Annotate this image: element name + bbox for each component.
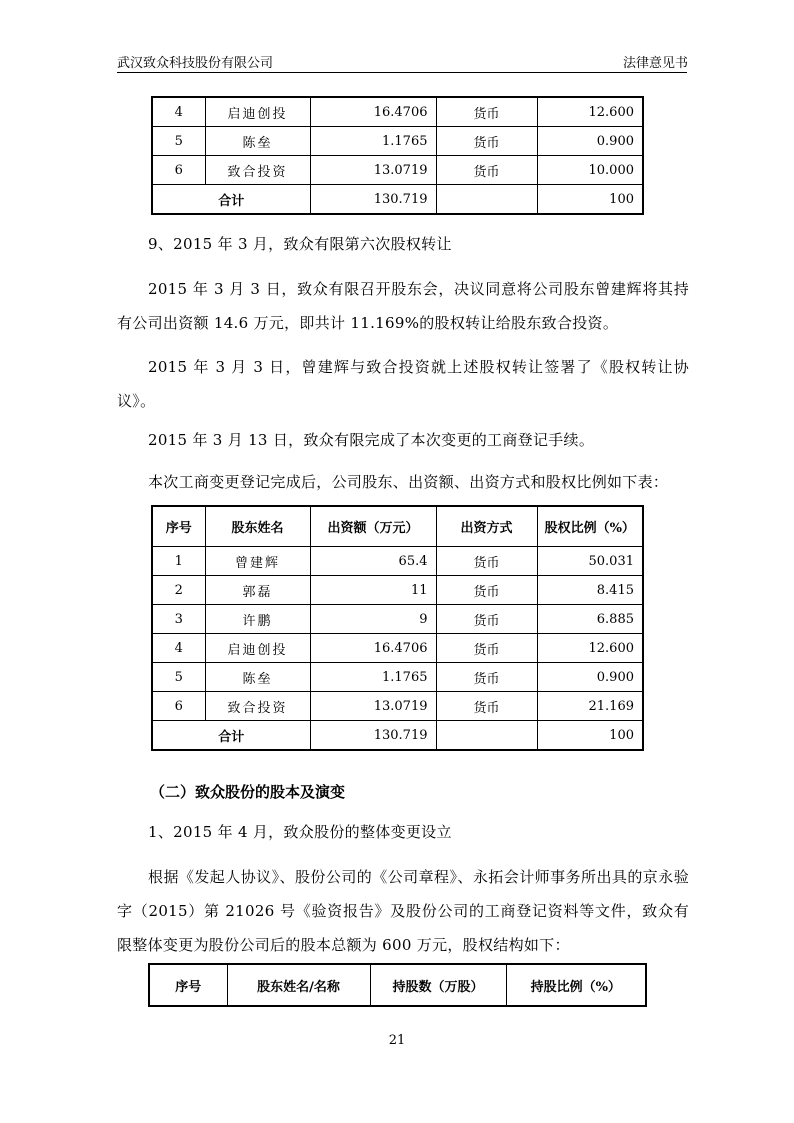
- section-heading: （二）致众股份的股本及演变: [150, 783, 346, 801]
- table-cell: 合计: [152, 185, 310, 215]
- table-cell: 致合投资: [205, 156, 310, 185]
- table-cell: 12.600: [537, 634, 643, 663]
- table-cell: 16.4706: [310, 97, 436, 127]
- table-cell: 出资额（万元）: [310, 506, 436, 547]
- share-structure-table: [148, 963, 647, 1007]
- table-cell: 序号: [149, 964, 227, 1006]
- table-header-row: [149, 964, 646, 1006]
- table-cell: 130.719: [310, 185, 436, 215]
- paragraph: 2015 年 3 月 3 日，曾建辉与致合投资就上述股权转让签署了《股权转让协议》。: [117, 358, 689, 410]
- table-total-row: [152, 721, 643, 751]
- table-row: [152, 634, 643, 663]
- table-cell: 0.900: [537, 127, 643, 156]
- table-row: [152, 576, 643, 605]
- shareholder-table-continued: [151, 96, 644, 215]
- table-cell: 4: [152, 634, 205, 663]
- table-cell: 6: [152, 156, 205, 185]
- table-cell: 陈垒: [205, 663, 310, 692]
- table-cell: 9: [310, 605, 436, 634]
- table-cell: 股权比例（%）: [537, 506, 643, 547]
- table-cell: 13.0719: [310, 156, 436, 185]
- table-cell: 持股比例（%）: [506, 964, 646, 1006]
- table-cell: 65.4: [310, 547, 436, 576]
- table-header-row: [152, 506, 643, 547]
- table-cell: 13.0719: [310, 692, 436, 721]
- table-cell: 郭磊: [205, 576, 310, 605]
- table-cell: 货币: [436, 97, 537, 127]
- table-cell: 致合投资: [205, 692, 310, 721]
- table-cell: 曾建辉: [205, 547, 310, 576]
- table-cell: [436, 721, 537, 751]
- table-cell: 启迪创投: [205, 97, 310, 127]
- paragraph: 本次工商变更登记完成后，公司股东、出资额、出资方式和股权比例如下表：: [148, 473, 669, 491]
- table-cell: 6.885: [537, 605, 643, 634]
- section-title: 9、2015 年 3 月，致众有限第六次股权转让: [148, 235, 452, 253]
- shareholder-table: [151, 505, 644, 751]
- table-cell: 股东姓名/名称: [227, 964, 370, 1006]
- header-doc-type: 法律意见书: [622, 56, 688, 71]
- table-row: [152, 127, 643, 156]
- table-cell: 货币: [436, 547, 537, 576]
- paragraph: 根据《发起人协议》、股份公司的《公司章程》、永拓会计师事务所出具的京永验字（2015）第 21026 号《验资报告》及股份公司的工商登记资料等文件，致众有限整体变更为股份公司后的股本总额为 600 万元，股权结构如下：: [117, 868, 689, 954]
- table-cell: 货币: [436, 692, 537, 721]
- table-cell: 6: [152, 692, 205, 721]
- table-cell: 货币: [436, 605, 537, 634]
- table-row: [152, 692, 643, 721]
- table-cell: 货币: [436, 127, 537, 156]
- table-cell: 100: [537, 185, 643, 215]
- table-cell: 100: [537, 721, 643, 751]
- table-cell: 2: [152, 576, 205, 605]
- table-row: [152, 663, 643, 692]
- table-cell: 股东姓名: [205, 506, 310, 547]
- table-cell: 1: [152, 547, 205, 576]
- table-cell: 序号: [152, 506, 205, 547]
- table-cell: 50.031: [537, 547, 643, 576]
- table-cell: 11: [310, 576, 436, 605]
- table-cell: 5: [152, 127, 205, 156]
- table-cell: 货币: [436, 156, 537, 185]
- table-row: [152, 547, 643, 576]
- page-number: 21: [388, 1033, 406, 1048]
- table-cell: 货币: [436, 663, 537, 692]
- section-item: 1、2015 年 4 月，致众股份的整体变更设立: [148, 823, 452, 841]
- header-divider: [117, 72, 687, 73]
- table-row: [152, 97, 643, 127]
- table-total-row: [152, 185, 643, 215]
- table-cell: 陈垒: [205, 127, 310, 156]
- paragraph: 2015 年 3 月 3 日，致众有限召开股东会，决议同意将公司股东曾建辉将其持有公司出资额 14.6 万元，即共计 11.169%的股权转让给股东致合投资。: [117, 280, 689, 332]
- table-cell: 许鹏: [205, 605, 310, 634]
- table-cell: 货币: [436, 634, 537, 663]
- table-cell: 130.719: [310, 721, 436, 751]
- table-row: [152, 156, 643, 185]
- table-cell: [436, 185, 537, 215]
- table-cell: 5: [152, 663, 205, 692]
- table-cell: 12.600: [537, 97, 643, 127]
- table-cell: 8.415: [537, 576, 643, 605]
- table-cell: 持股数（万股）: [370, 964, 506, 1006]
- table-cell: 10.000: [537, 156, 643, 185]
- table-cell: 1.1765: [310, 127, 436, 156]
- table-cell: 合计: [152, 721, 310, 751]
- table-cell: 1.1765: [310, 663, 436, 692]
- table-cell: 16.4706: [310, 634, 436, 663]
- table-row: [152, 605, 643, 634]
- table-cell: 21.169: [537, 692, 643, 721]
- table-cell: 4: [152, 97, 205, 127]
- header-company: 武汉致众科技股份有限公司: [117, 56, 274, 71]
- table-cell: 货币: [436, 576, 537, 605]
- paragraph: 2015 年 3 月 13 日，致众有限完成了本次变更的工商登记手续。: [148, 431, 595, 449]
- table-cell: 出资方式: [436, 506, 537, 547]
- table-cell: 0.900: [537, 663, 643, 692]
- table-cell: 3: [152, 605, 205, 634]
- table-cell: 启迪创投: [205, 634, 310, 663]
